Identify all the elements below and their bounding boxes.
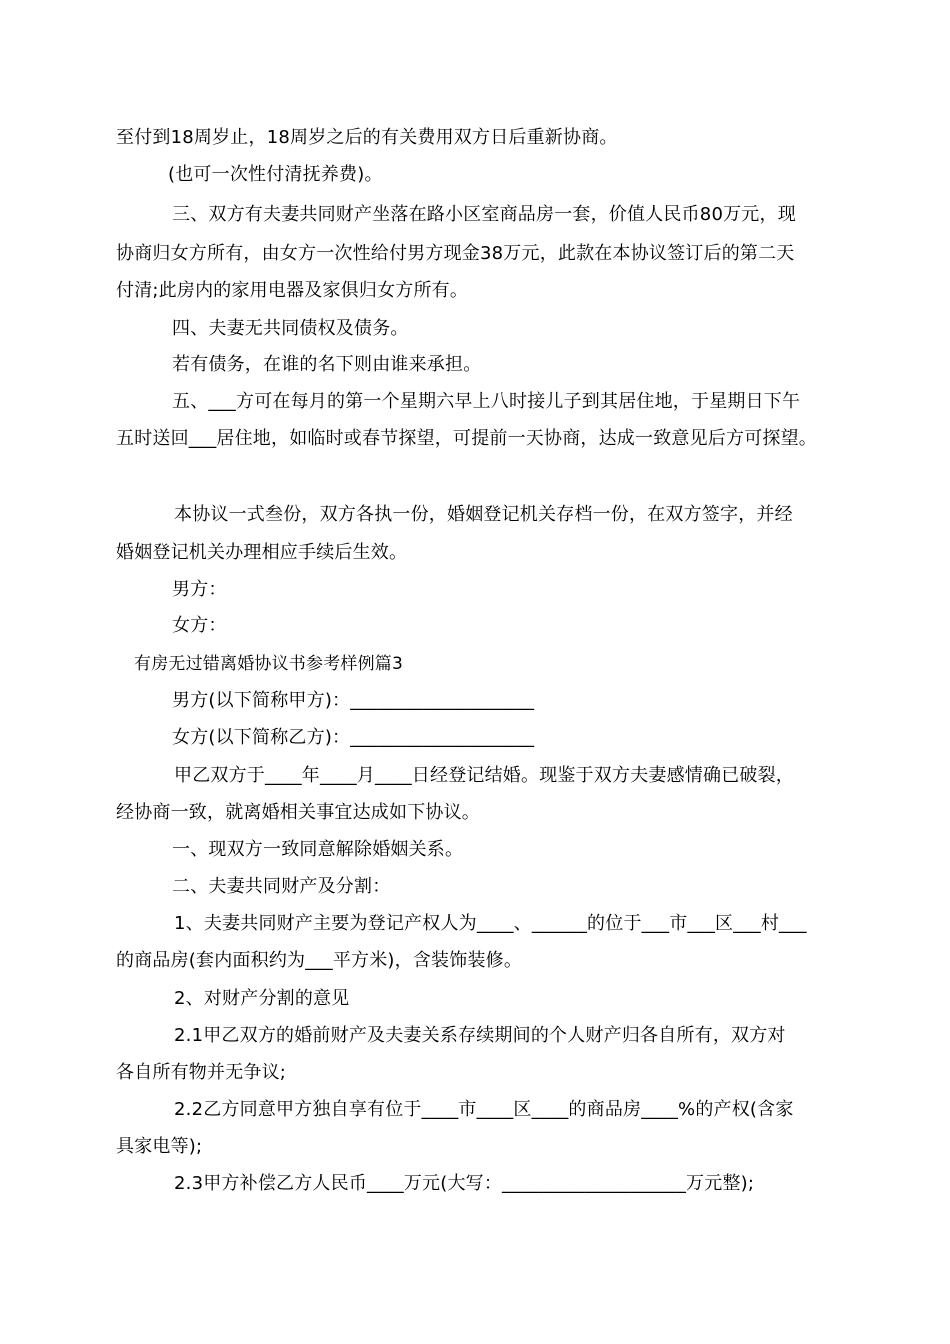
paragraph-line: 1、夫妻共同财产主要为登记产权人为____、______的位于___市___区___村___ (174, 913, 807, 934)
paragraph-line: 四、夫妻无共同债权及债务。 (172, 318, 409, 339)
paragraph-line: 协商归女方所有，由女方一次性给付男方现金38万元，此款在本协议签订后的第二天 (116, 243, 795, 264)
paragraph-line: 若有债务，在谁的名下则由谁来承担。 (172, 354, 482, 375)
party-female-field: 女方(以下简称乙方)：____________________ (172, 727, 535, 748)
signature-label-female: 女方： (172, 615, 227, 636)
paragraph-line: 2.1甲乙双方的婚前财产及夫妻关系存续期间的个人财产归各自所有，双方对 (174, 1025, 786, 1046)
paragraph-line: 经协商一致，就离婚相关事宜达成如下协议。 (116, 802, 480, 823)
paragraph-line: 各自所有物并无争议; (116, 1062, 287, 1083)
section-title: 有房无过错离婚协议书参考样例篇3 (134, 654, 404, 674)
paragraph-line: 本协议一式叁份，双方各执一份，婚姻登记机关存档一份，在双方签字，并经 (174, 504, 793, 525)
signature-label-male: 男方： (172, 579, 227, 600)
paragraph-line: (也可一次性付清抚养费)。 (168, 164, 383, 185)
paragraph-line: 2.2乙方同意甲方独自享有位于____市____区____的商品房____%的产权(含家 (174, 1099, 794, 1120)
paragraph-line: 一、现双方一致同意解除婚姻关系。 (172, 839, 464, 860)
paragraph-line: 2、对财产分割的意见 (174, 988, 350, 1009)
paragraph-line: 五、___方可在每月的第一个星期六早上八时接儿子到其居住地，于星期日下午 (172, 391, 801, 412)
paragraph-line: 三、双方有夫妻共同财产坐落在路小区室商品房一套，价值人民币80万元，现 (172, 204, 796, 225)
paragraph-line: 至付到18周岁止，18周岁之后的有关费用双方日后重新协商。 (116, 127, 618, 148)
party-male-field: 男方(以下简称甲方)：____________________ (172, 690, 535, 711)
paragraph-line: 婚姻登记机关办理相应手续后生效。 (116, 542, 408, 563)
paragraph-line: 二、夫妻共同财产及分割： (172, 876, 391, 897)
paragraph-line: 具家电等); (116, 1136, 203, 1157)
paragraph-line: 五时送回___居住地，如临时或春节探望，可提前一天协商，达成一致意见后方可探望。 (116, 428, 817, 449)
paragraph-line: 付清;此房内的家用电器及家俱归女方所有。 (116, 280, 469, 301)
paragraph-line: 的商品房(套内面积约为___平方米)，含装饰装修。 (116, 950, 523, 971)
paragraph-line: 甲乙双方于____年____月____日经登记结婚。现鉴于双方夫妻感情确已破裂， (174, 765, 794, 786)
paragraph-line: 2.3甲方补偿乙方人民币____万元(大写：____________________万元整); (174, 1173, 755, 1194)
